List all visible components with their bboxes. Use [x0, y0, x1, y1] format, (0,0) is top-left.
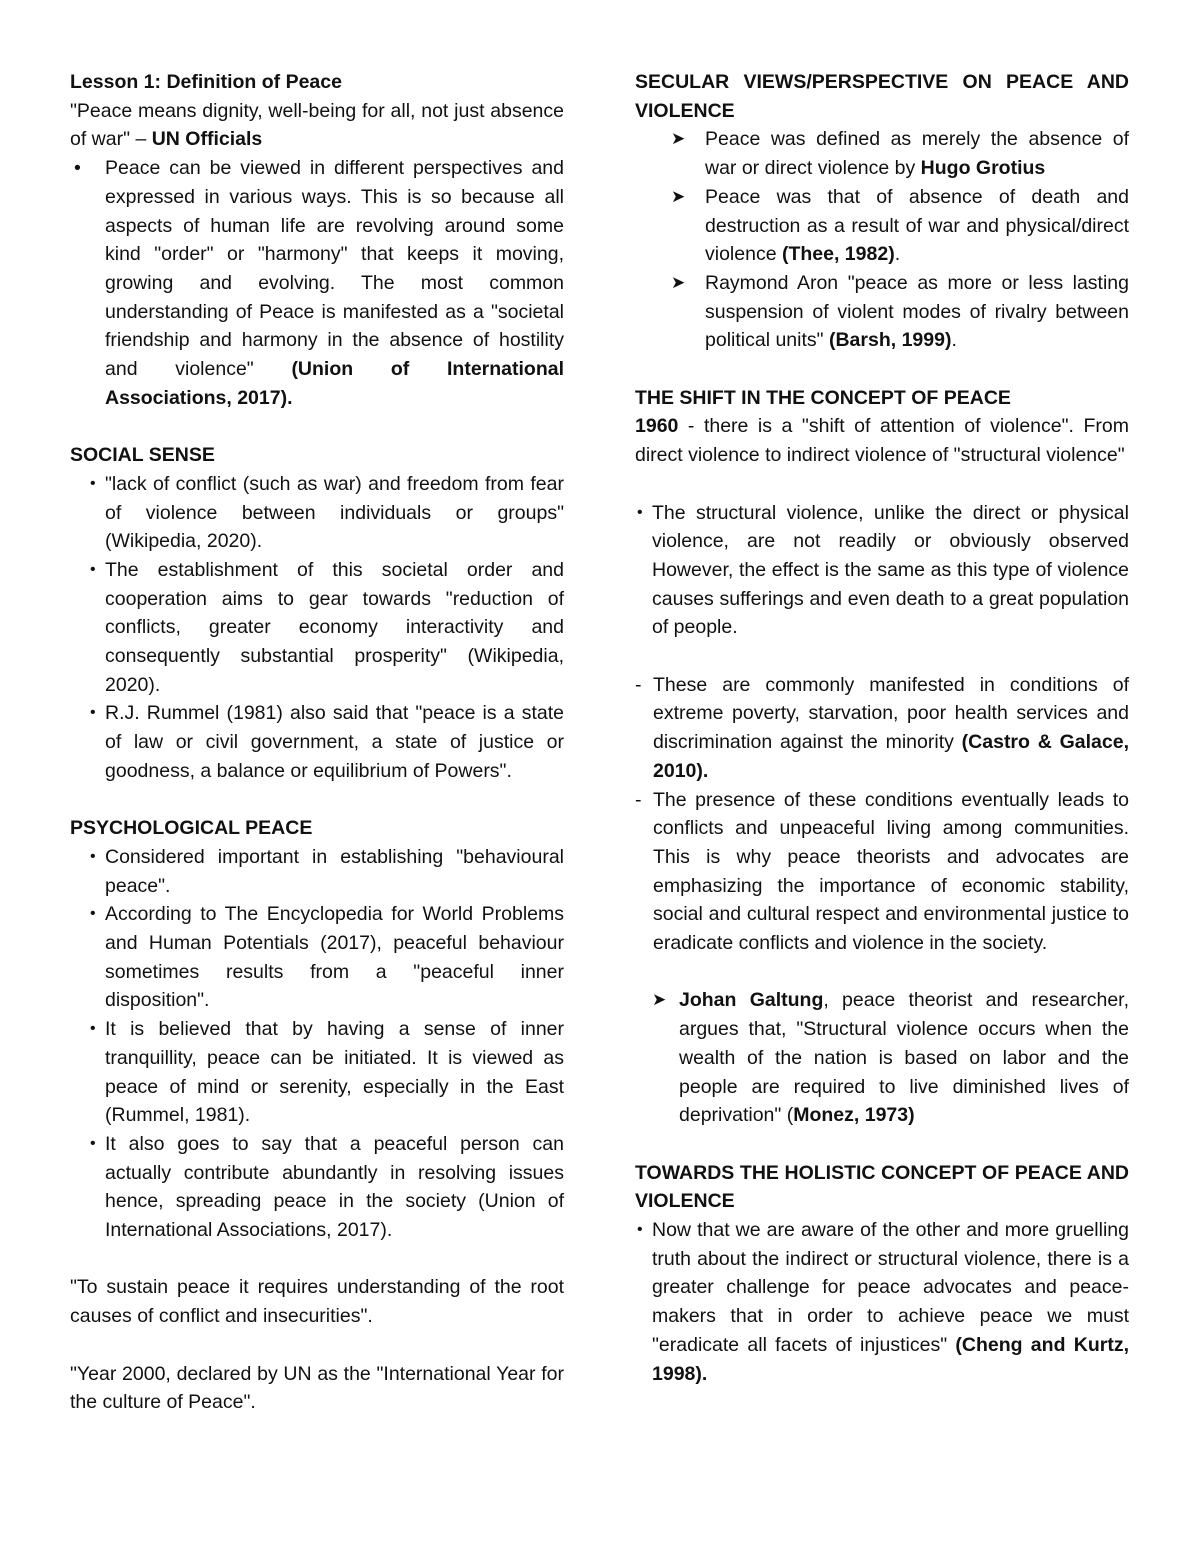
shift-paragraph: 1960 - there is a "shift of attention of violence". From direct violence to indirect violence of "structural violence": [635, 415, 1129, 467]
citation: (Barsh, 1999): [828, 329, 952, 352]
list-item: • It also goes to say that a peaceful person can actually contribute abundantly in resolving issues hence, spreading peace in the society (Union of International Associations, 2017).: [70, 1130, 564, 1245]
sustain-peace-quote: "To sustain peace it requires understanding of the root causes of conflict and insecurities".: [70, 1276, 564, 1328]
un-quote: "Peace means dignity, well-being for all, not just absence of war" – UN Officials: [70, 99, 564, 151]
citation: (Castro & Galace, 2010).: [653, 731, 1129, 782]
citation: Monez, 1973): [793, 1104, 915, 1127]
year-label: 1960: [635, 415, 679, 438]
list-item: • R.J. Rummel (1981) also said that "peace is a state of law or civil government, a state of justice or goodness, a balance or equilibrium of Powers".: [70, 699, 564, 785]
shift-concept-heading: THE SHIFT IN THE CONCEPT OF PEACE: [635, 386, 1011, 409]
social-sense-heading: SOCIAL SENSE: [70, 444, 215, 467]
citation: (Cheng and Kurtz, 1998).: [652, 1333, 1129, 1385]
psychological-peace-list: [70, 843, 564, 1245]
list-item: • It is believed that by having a sense of inner tranquillity, peace can be initiated. It is viewed as peace of mind or serenity, especially in the East (Rummel, 1981).: [70, 1015, 564, 1130]
list-item: • Now that we are aware of the other and more gruelling truth about the indirect or structural violence, there is a greater challenge for peace advocates and peace-makers that in order to achieve peace we must "eradicate all facets of injustices" (Cheng and Kurtz, 1998).: [635, 1216, 1129, 1388]
holistic-list: [635, 1216, 1129, 1388]
left-column: [70, 68, 564, 1417]
social-sense-list: [70, 470, 564, 786]
list-item: • Peace can be viewed in different perspectives and expressed in various ways. This is so because all aspects of human life are revolving around some kind "order" or "harmony" that keeps it moving, growing and evolving. The most common understanding of Peace is manifested as a "societal friendship and harmony in the absence of hostility and violence" (Union of International Associations, 2017).: [70, 154, 564, 412]
un-quote-source: UN Officials: [151, 128, 263, 151]
list-item: ➤ Peace was defined as merely the absence of war or direct violence by Hugo Grotius: [635, 125, 1129, 182]
list-item: - These are commonly manifested in conditions of extreme poverty, starvation, poor health services and discrimination against the minority (Castro & Galace, 2010).: [635, 671, 1129, 786]
citation: (Union of International Associations, 2017).: [105, 358, 565, 409]
list-item: • According to The Encyclopedia for World Problems and Human Potentials (2017), peaceful behaviour sometimes results from a "peaceful inner disposition".: [70, 900, 564, 1015]
secular-views-heading: SECULAR VIEWS/PERSPECTIVE ON PEACE AND VIOLENCE: [635, 71, 1129, 122]
list-item: ➤ Johan Galtung, peace theorist and researcher, argues that, "Structural violence occurs when the wealth of the nation is based on labor and the people are required to live diminished lives of deprivation" (Monez, 1973): [635, 986, 1129, 1130]
list-item: ➤ Raymond Aron "peace as more or less lasting suspension of violent modes of rivalry between political units" (Barsh, 1999).: [635, 269, 1129, 355]
author-name: Hugo Grotius: [920, 157, 1046, 180]
list-item: - The presence of these conditions eventually leads to conflicts and unpeaceful living among communities. This is why peace theorists and advocates are emphasizing the importance of economic stability, social and cultural respect and environmental justice to eradicate conflicts and violence in the society.: [635, 786, 1129, 958]
author-name: Johan Galtung: [679, 989, 824, 1012]
conditions-list: [635, 671, 1129, 958]
structural-violence-list: [635, 499, 1129, 643]
list-item: • The establishment of this societal order and cooperation aims to gear towards "reduction of conflicts, greater economy interactivity and consequently substantial prosperity" (Wikipedia, 2020).: [70, 556, 564, 700]
year-2000-quote: "Year 2000, declared by UN as the "International Year for the culture of Peace".: [70, 1362, 564, 1414]
list-item: ➤ Peace was that of absence of death and destruction as a result of war and physical/direct violence (Thee, 1982).: [635, 183, 1129, 269]
citation: (Thee, 1982): [781, 243, 895, 266]
galtung-list: [635, 986, 1129, 1130]
secular-views-list: [635, 125, 1129, 355]
psychological-peace-heading: PSYCHOLOGICAL PEACE: [70, 817, 313, 840]
list-item: • Considered important in establishing "behavioural peace".: [70, 843, 564, 900]
list-item: • The structural violence, unlike the direct or physical violence, are not readily or obviously observed However, the effect is the same as this type of violence causes sufferings and even death to a great population of people.: [635, 499, 1129, 643]
holistic-concept-heading: TOWARDS THE HOLISTIC CONCEPT OF PEACE AND VIOLENCE: [635, 1161, 1129, 1213]
intro-list: [70, 154, 564, 412]
lesson-title: Lesson 1: Definition of Peace: [70, 71, 342, 93]
list-item: • "lack of conflict (such as war) and freedom from fear of violence between individuals or groups" (Wikipedia, 2020).: [70, 470, 564, 556]
right-column: [635, 68, 1129, 1388]
